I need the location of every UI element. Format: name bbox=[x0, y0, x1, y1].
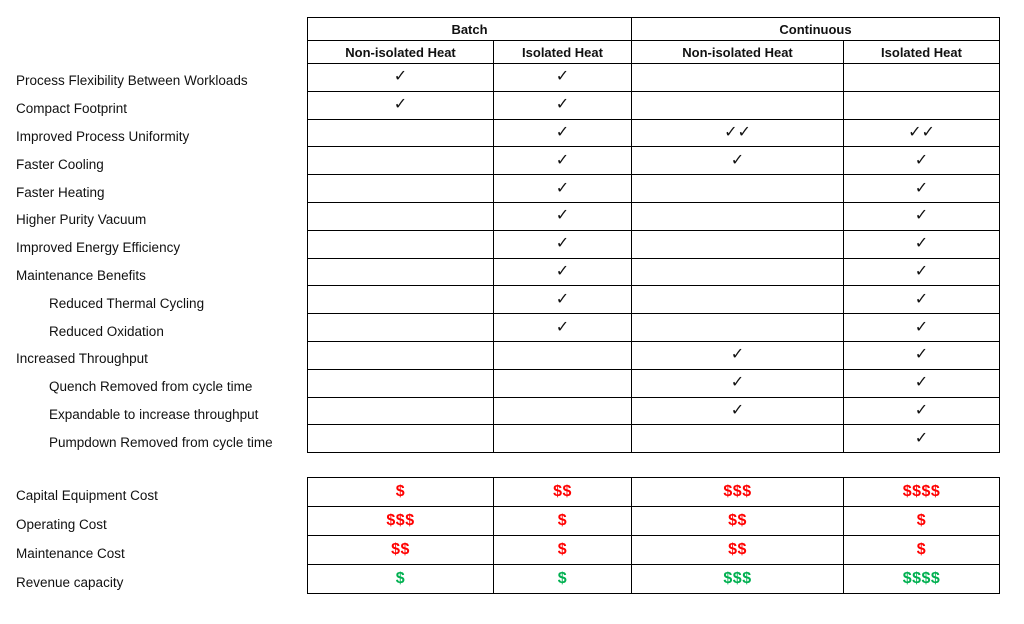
check-cell bbox=[308, 202, 494, 230]
check-cell: ✓ bbox=[494, 230, 632, 258]
cost-cell: $ bbox=[494, 507, 632, 536]
check-cell: ✓ bbox=[308, 64, 494, 92]
cost-label: Maintenance Cost bbox=[16, 546, 125, 561]
cost-cell: $ bbox=[494, 536, 632, 565]
check-cell: ✓ bbox=[494, 64, 632, 92]
table-row bbox=[308, 478, 1000, 507]
feature-comparison-table bbox=[307, 17, 1000, 453]
check-cell: ✓ bbox=[844, 147, 1000, 175]
check-cell bbox=[494, 369, 632, 397]
check-cell bbox=[308, 230, 494, 258]
table-row bbox=[308, 119, 1000, 147]
check-cell bbox=[308, 258, 494, 286]
check-cell bbox=[844, 64, 1000, 92]
feature-label: Higher Purity Vacuum bbox=[16, 212, 147, 228]
cost-cell: $$ bbox=[308, 536, 494, 565]
group-header-continuous: Continuous bbox=[632, 18, 1000, 41]
feature-label: Pumpdown Removed from cycle time bbox=[49, 434, 273, 450]
cost-cell: $ bbox=[844, 536, 1000, 565]
table-row bbox=[308, 175, 1000, 203]
table-row bbox=[308, 286, 1000, 314]
cost-cell: $$ bbox=[494, 478, 632, 507]
table-row bbox=[308, 314, 1000, 342]
feature-label: Compact Footprint bbox=[16, 101, 128, 117]
check-cell: ✓ bbox=[494, 258, 632, 286]
check-cell bbox=[308, 397, 494, 425]
table-row bbox=[308, 425, 1000, 453]
cost-cell: $$$ bbox=[308, 507, 494, 536]
check-cell: ✓ bbox=[632, 341, 844, 369]
subheader-continuous-non-isolated: Non-isolated Heat bbox=[632, 41, 844, 64]
check-cell: ✓ bbox=[844, 286, 1000, 314]
check-cell: ✓ bbox=[844, 230, 1000, 258]
check-cell: ✓ bbox=[844, 369, 1000, 397]
cost-cell: $ bbox=[494, 565, 632, 594]
check-cell: ✓ bbox=[844, 341, 1000, 369]
cost-table-body bbox=[308, 478, 1000, 594]
check-cell: ✓ bbox=[494, 286, 632, 314]
subheader-batch-isolated: Isolated Heat bbox=[494, 41, 632, 64]
check-cell bbox=[632, 314, 844, 342]
check-cell: ✓ bbox=[632, 397, 844, 425]
cost-cell: $$$$ bbox=[844, 478, 1000, 507]
table-row bbox=[308, 91, 1000, 119]
check-cell bbox=[632, 286, 844, 314]
feature-label: Expandable to increase throughput bbox=[49, 406, 259, 422]
check-cell: ✓ bbox=[494, 91, 632, 119]
check-cell bbox=[632, 425, 844, 453]
cost-cell: $$$$ bbox=[844, 565, 1000, 594]
check-cell: ✓ bbox=[632, 369, 844, 397]
check-cell bbox=[632, 175, 844, 203]
feature-label: Improved Energy Efficiency bbox=[16, 240, 181, 256]
check-cell: ✓ bbox=[494, 119, 632, 147]
check-cell bbox=[308, 314, 494, 342]
check-cell bbox=[308, 175, 494, 203]
subheader-batch-non-isolated: Non-isolated Heat bbox=[308, 41, 494, 64]
feature-label: Maintenance Benefits bbox=[16, 267, 146, 283]
check-cell bbox=[494, 397, 632, 425]
check-cell bbox=[308, 425, 494, 453]
cost-comparison-table bbox=[307, 477, 1000, 594]
cost-label: Operating Cost bbox=[16, 517, 107, 532]
check-cell: ✓ bbox=[494, 202, 632, 230]
table-row bbox=[308, 147, 1000, 175]
check-cell bbox=[308, 119, 494, 147]
check-cell bbox=[308, 369, 494, 397]
feature-label: Quench Removed from cycle time bbox=[49, 379, 253, 395]
check-cell bbox=[494, 341, 632, 369]
check-cell: ✓ bbox=[494, 147, 632, 175]
check-cell: ✓✓ bbox=[844, 119, 1000, 147]
table-row bbox=[308, 341, 1000, 369]
table-row bbox=[308, 64, 1000, 92]
cost-cell: $$$ bbox=[632, 478, 844, 507]
cost-cell: $$$ bbox=[632, 565, 844, 594]
check-cell: ✓ bbox=[844, 314, 1000, 342]
table-row bbox=[308, 230, 1000, 258]
check-cell bbox=[632, 202, 844, 230]
feature-label-list bbox=[16, 67, 306, 456]
feature-label: Reduced Oxidation bbox=[49, 323, 164, 339]
check-cell bbox=[632, 258, 844, 286]
feature-table-body bbox=[308, 64, 1000, 453]
cost-cell: $$ bbox=[632, 536, 844, 565]
cost-cell: $ bbox=[308, 478, 494, 507]
cost-label-list bbox=[16, 481, 306, 597]
feature-label: Reduced Thermal Cycling bbox=[49, 295, 205, 311]
feature-label: Increased Throughput bbox=[16, 351, 148, 367]
table-row bbox=[308, 565, 1000, 594]
check-cell bbox=[844, 91, 1000, 119]
check-cell: ✓ bbox=[494, 175, 632, 203]
check-cell bbox=[308, 341, 494, 369]
table-row bbox=[308, 536, 1000, 565]
check-cell bbox=[632, 91, 844, 119]
check-cell bbox=[494, 425, 632, 453]
cost-cell: $ bbox=[844, 507, 1000, 536]
cost-label: Revenue capacity bbox=[16, 575, 124, 590]
table-row bbox=[308, 369, 1000, 397]
check-cell: ✓ bbox=[844, 425, 1000, 453]
check-cell bbox=[308, 286, 494, 314]
check-cell: ✓ bbox=[844, 202, 1000, 230]
feature-label: Process Flexibility Between Workloads bbox=[16, 73, 248, 89]
cost-cell: $$ bbox=[632, 507, 844, 536]
check-cell: ✓ bbox=[844, 175, 1000, 203]
cost-cell: $ bbox=[308, 565, 494, 594]
check-cell: ✓ bbox=[308, 91, 494, 119]
check-cell: ✓ bbox=[844, 258, 1000, 286]
table-row bbox=[308, 202, 1000, 230]
subheader-continuous-isolated: Isolated Heat bbox=[844, 41, 1000, 64]
group-header-batch: Batch bbox=[308, 18, 632, 41]
check-cell: ✓ bbox=[632, 147, 844, 175]
check-cell bbox=[632, 64, 844, 92]
check-cell: ✓ bbox=[844, 397, 1000, 425]
feature-label: Improved Process Uniformity bbox=[16, 128, 190, 144]
check-cell: ✓✓ bbox=[632, 119, 844, 147]
feature-label: Faster Heating bbox=[16, 184, 105, 200]
check-cell: ✓ bbox=[494, 314, 632, 342]
table-row bbox=[308, 507, 1000, 536]
check-cell bbox=[308, 147, 494, 175]
check-cell bbox=[632, 230, 844, 258]
feature-label: Faster Cooling bbox=[16, 156, 104, 172]
cost-label: Capital Equipment Cost bbox=[16, 488, 158, 503]
table-row bbox=[308, 397, 1000, 425]
table-row bbox=[308, 258, 1000, 286]
